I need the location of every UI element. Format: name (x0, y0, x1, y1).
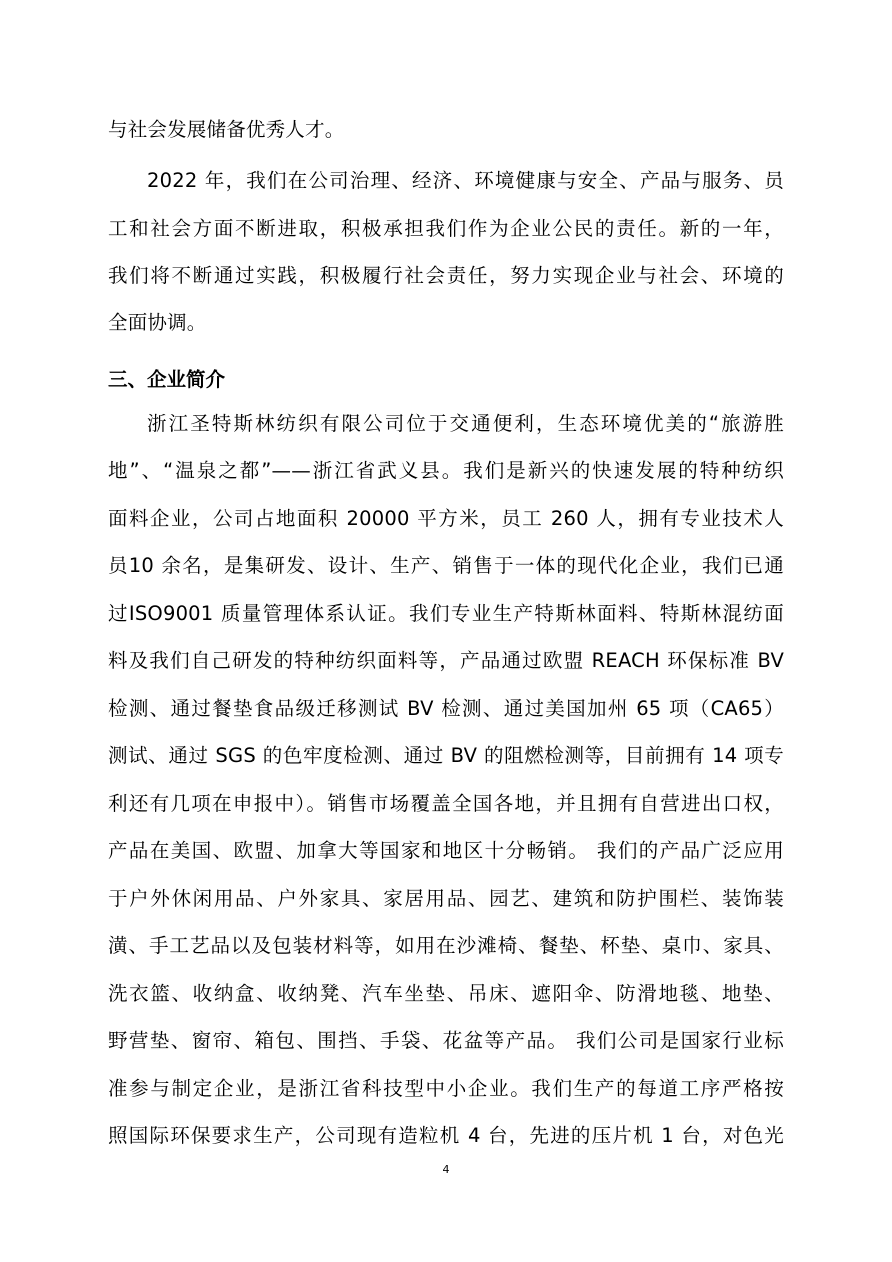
paragraph-3-line-7: 检测、通过餐垫食品级迁移测试 BV 检测、通过美国加州 65 项（CA65） (108, 697, 784, 720)
paragraph-3-line-14: 野营垫、窗帘、箱包、围挡、手袋、花盆等产品。 我们公司是国家行业标 (108, 1029, 784, 1052)
paragraph-3-line-11: 于户外休闲用品、户外家具、家居用品、园艺、建筑和防护围栏、装饰装 (108, 887, 784, 910)
paragraph-3-line-10: 产品在美国、欧盟、加拿大等国家和地区十分畅销。 我们的产品广泛应用 (108, 839, 784, 862)
paragraph-3-line-4: 员10 余名，是集研发、设计、生产、销售于一体的现代化企业，我们已通 (108, 554, 784, 577)
page-number: 4 (442, 1163, 450, 1176)
paragraph-1-line-1: 与社会发展储备优秀人才。 (108, 118, 345, 141)
paragraph-3-line-12: 潢、手工艺品以及包装材料等，如用在沙滩椅、餐垫、杯垫、桌巾、家具、 (108, 934, 784, 957)
paragraph-3-line-6: 料及我们自己研发的特种纺织面料等，产品通过欧盟 REACH 环保标准 BV (108, 649, 784, 672)
paragraph-3-line-16: 照国际环保要求生产，公司现有造粒机 4 台，先进的压片机 1 台，对色光 (108, 1124, 784, 1147)
paragraph-2-line-1: 2022 年，我们在公司治理、经济、环境健康与安全、产品与服务、员 (147, 169, 784, 192)
paragraph-2-line-4: 全面协调。 (108, 311, 207, 334)
paragraph-3-line-9: 利还有几项在申报中）。销售市场覆盖全国各地，并且拥有自营进出口权， (108, 792, 784, 815)
paragraph-2-line-2: 工和社会方面不断进取，积极承担我们作为企业公民的责任。新的一年， (108, 217, 784, 240)
paragraph-3-line-15: 准参与制定企业，是浙江省科技型中小企业。我们生产的每道工序严格按 (108, 1077, 784, 1100)
paragraph-3-line-5: 过ISO9001 质量管理体系认证。我们专业生产特斯林面料、特斯林混纺面 (108, 602, 784, 625)
paragraph-3-line-1: 浙江圣特斯林纺织有限公司位于交通便利，生态环境优美的“旅游胜 (147, 412, 784, 435)
paragraph-3-line-8: 测试、通过 SGS 的色牢度检测、通过 BV 的阻燃检测等，目前拥有 14 项专 (108, 744, 784, 767)
paragraph-3-line-2: 地”、“温泉之都”——浙江省武义县。我们是新兴的快速发展的特种纺织 (108, 459, 784, 482)
paragraph-3-line-13: 洗衣篮、收纳盒、收纳凳、汽车坐垫、吊床、遮阳伞、防滑地毯、地垫、 (108, 982, 784, 1005)
paragraph-3-line-3: 面料企业，公司占地面积 20000 平方米，员工 260 人，拥有专业技术人 (108, 507, 784, 530)
section-heading: 三、企业简介 (108, 368, 226, 391)
paragraph-2-line-3: 我们将不断通过实践，积极履行社会责任，努力实现企业与社会、环境的 (108, 264, 784, 287)
